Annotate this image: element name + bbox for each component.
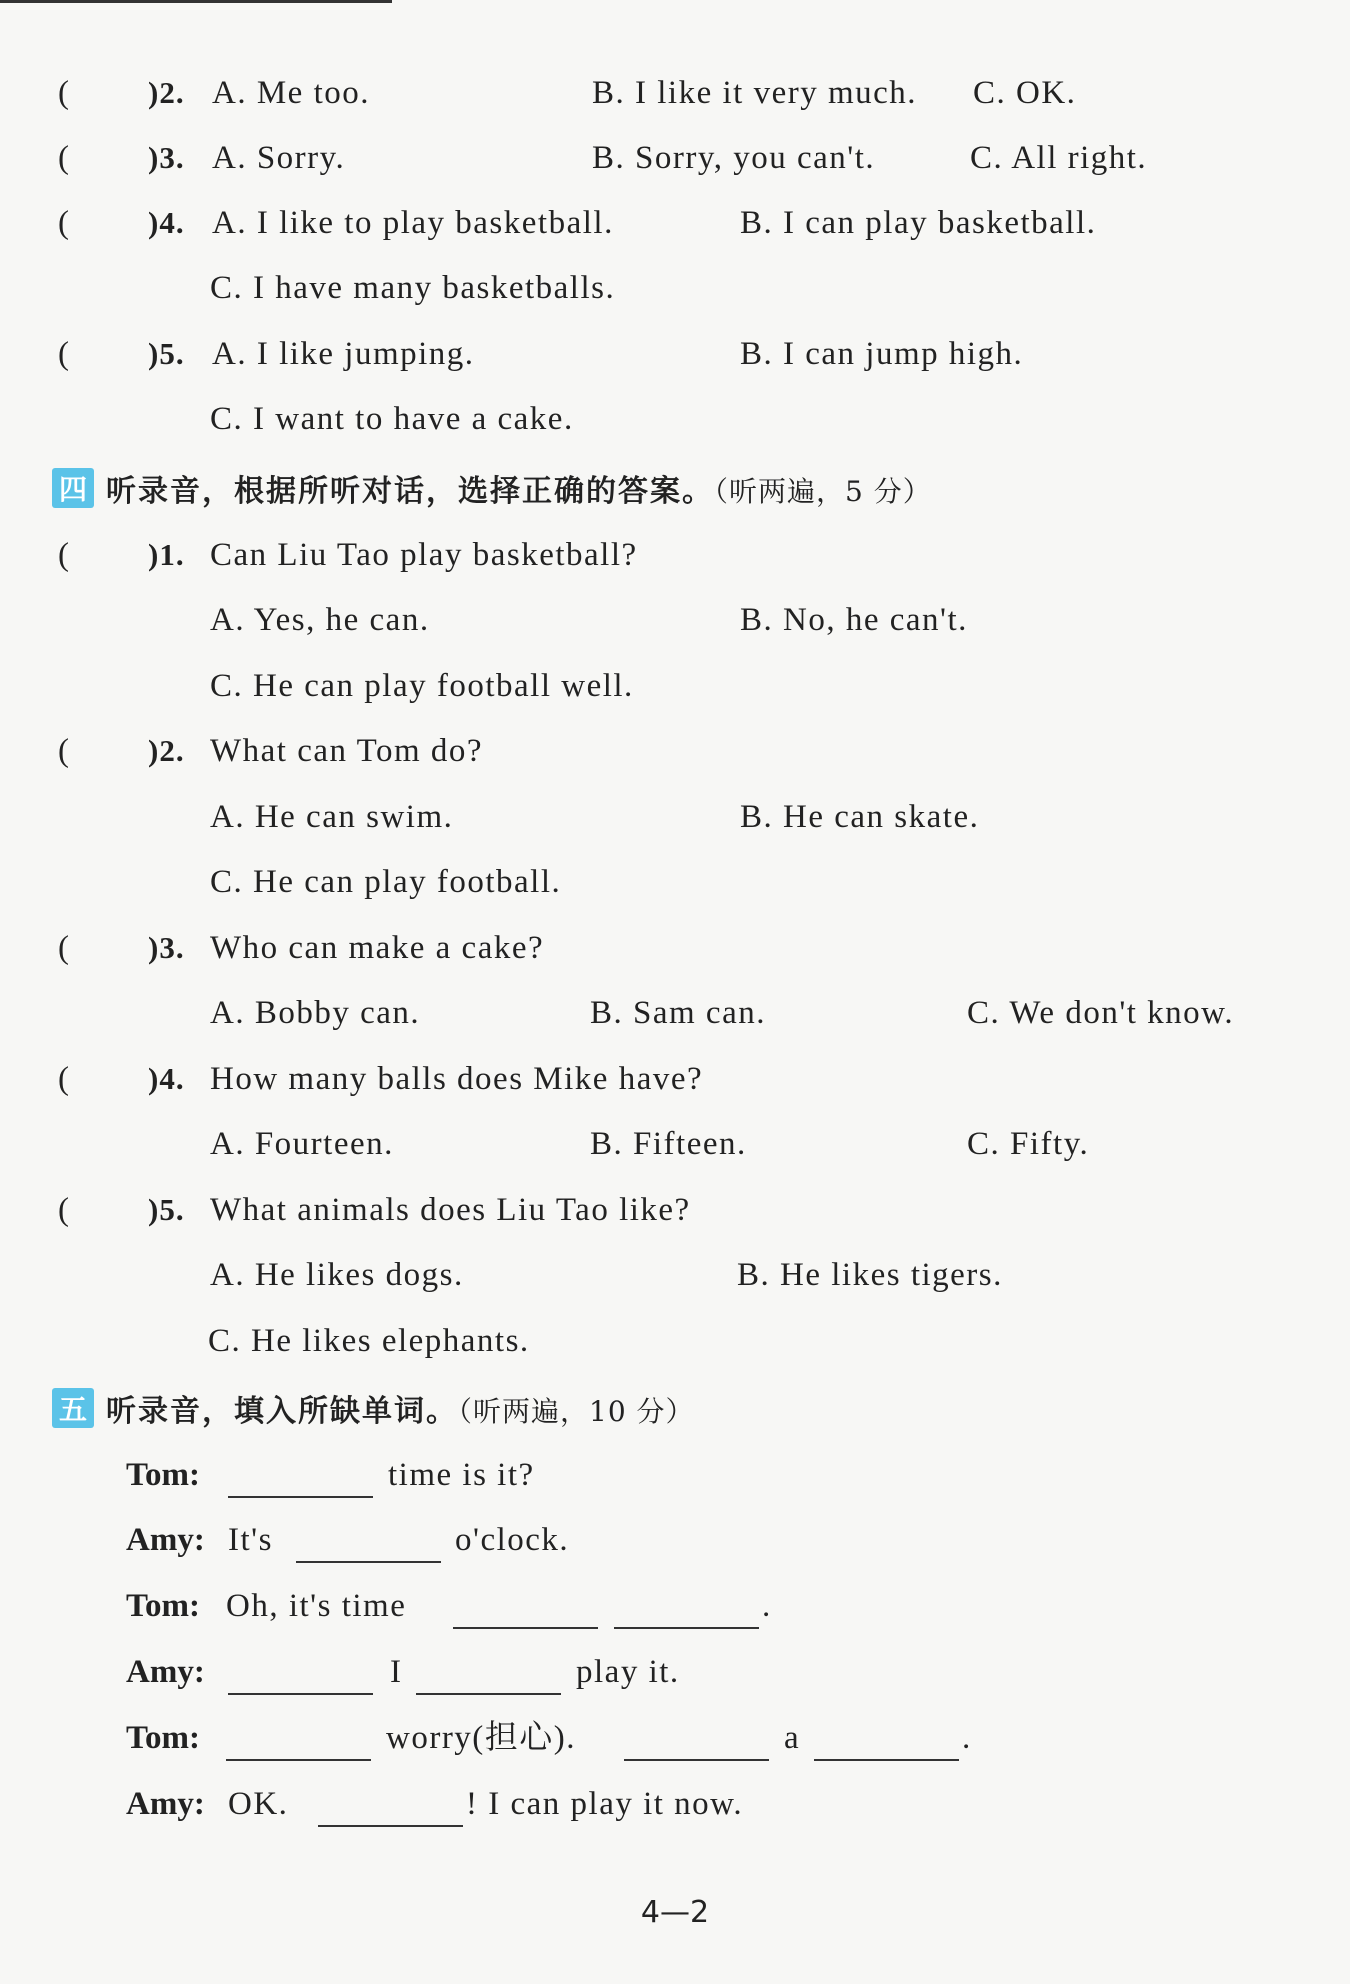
section4-heading <box>52 466 932 510</box>
question-number: )5. <box>148 336 185 371</box>
top-rule <box>0 0 392 3</box>
answer-paren[interactable]: ( <box>58 733 69 769</box>
question-number: )5. <box>148 1192 185 1227</box>
question-text: Can Liu Tao play basketball? <box>210 537 638 573</box>
dialogue-text: a <box>784 1720 801 1756</box>
option-c: C. All right. <box>970 140 1148 176</box>
answer-paren[interactable]: ( <box>58 336 69 372</box>
fill-blank[interactable] <box>318 1825 463 1827</box>
section-note: （听两遍，5 分） <box>714 475 932 508</box>
question-text: What animals does Liu Tao like? <box>210 1192 691 1228</box>
question-number: )4. <box>148 1061 185 1096</box>
dialogue-text: play it. <box>576 1654 680 1690</box>
answer-paren[interactable]: ( <box>58 140 69 176</box>
dialogue-text: I <box>390 1654 403 1690</box>
answer-paren[interactable]: ( <box>58 930 69 966</box>
option-b: B. I can play basketball. <box>740 205 1097 241</box>
option-b: B. Fifteen. <box>590 1126 747 1162</box>
option-a: A. Yes, he can. <box>210 602 430 638</box>
section-title: 听录音，填入所缺单词。（听两遍，10 分） <box>106 1394 695 1429</box>
section-number-badge: 四 <box>52 468 94 508</box>
dialogue-text: o'clock. <box>455 1522 570 1558</box>
answer-paren[interactable]: ( <box>58 1061 69 1097</box>
answer-paren[interactable]: ( <box>58 205 69 241</box>
fill-blank[interactable] <box>296 1561 441 1563</box>
option-c: C. We don't know. <box>967 995 1235 1031</box>
speaker-label: Amy: <box>126 1522 205 1558</box>
question-text: What can Tom do? <box>210 733 484 769</box>
speaker-label: Amy: <box>126 1786 205 1822</box>
speaker-label: Tom: <box>126 1720 200 1756</box>
option-a: A. He likes dogs. <box>210 1257 464 1293</box>
fill-blank[interactable] <box>228 1693 373 1695</box>
dialogue-text: ! I can play it now. <box>466 1786 744 1822</box>
option-b: B. I like it very much. <box>592 75 918 111</box>
option-a: A. Me too. <box>212 75 370 111</box>
question-number: )4. <box>148 205 185 240</box>
option-b: B. No, he can't. <box>740 602 968 638</box>
option-c: C. OK. <box>973 75 1077 111</box>
section5-heading <box>52 1386 695 1430</box>
speaker-label: Tom: <box>126 1457 200 1493</box>
dialogue-text: . <box>962 1720 972 1756</box>
option-a: A. Bobby can. <box>210 995 421 1031</box>
speaker-label: Amy: <box>126 1654 205 1690</box>
option-c: C. I have many basketballs. <box>210 270 616 306</box>
page-number: 4—2 <box>640 1895 710 1930</box>
section-title: 听录音，根据所听对话，选择正确的答案。（听两遍，5 分） <box>106 474 932 509</box>
dialogue-text: time is it? <box>388 1457 535 1493</box>
fill-blank[interactable] <box>416 1693 561 1695</box>
option-b: B. He likes tigers. <box>737 1257 1003 1293</box>
section-number-badge: 五 <box>52 1388 94 1428</box>
dialogue-text: OK. <box>228 1786 289 1822</box>
answer-paren[interactable]: ( <box>58 1192 69 1228</box>
option-a: A. I like jumping. <box>212 336 475 372</box>
option-a: A. I like to play basketball. <box>212 205 614 241</box>
option-c: C. He can play football well. <box>210 668 634 704</box>
option-a: A. Fourteen. <box>210 1126 394 1162</box>
dialogue-text: Oh, it's time <box>226 1588 407 1624</box>
fill-blank[interactable] <box>614 1627 759 1629</box>
question-number: )1. <box>148 537 185 572</box>
question-number: )2. <box>148 75 185 110</box>
option-c: C. He can play football. <box>210 864 562 900</box>
section-note: （听两遍，10 分） <box>458 1395 695 1428</box>
question-text: How many balls does Mike have? <box>210 1061 704 1097</box>
fill-blank[interactable] <box>624 1759 769 1761</box>
option-c: C. I want to have a cake. <box>210 401 574 437</box>
option-b: B. He can skate. <box>740 799 980 835</box>
question-number: )3. <box>148 930 185 965</box>
option-b: B. I can jump high. <box>740 336 1024 372</box>
fill-blank[interactable] <box>453 1627 598 1629</box>
dialogue-text: worry(担心). <box>386 1720 577 1756</box>
option-c: C. Fifty. <box>967 1126 1090 1162</box>
fill-blank[interactable] <box>814 1759 959 1761</box>
answer-paren[interactable]: ( <box>58 537 69 573</box>
question-number: )2. <box>148 733 185 768</box>
option-b: B. Sam can. <box>590 995 766 1031</box>
option-c: C. He likes elephants. <box>208 1323 530 1359</box>
option-a: A. Sorry. <box>212 140 346 176</box>
question-text: Who can make a cake? <box>210 930 545 966</box>
dialogue-text: . <box>762 1588 772 1624</box>
speaker-label: Tom: <box>126 1588 200 1624</box>
option-a: A. He can swim. <box>210 799 454 835</box>
option-b: B. Sorry, you can't. <box>592 140 876 176</box>
dialogue-text: It's <box>228 1522 273 1558</box>
fill-blank[interactable] <box>226 1759 371 1761</box>
answer-paren[interactable]: ( <box>58 75 69 111</box>
question-number: )3. <box>148 140 185 175</box>
fill-blank[interactable] <box>228 1496 373 1498</box>
